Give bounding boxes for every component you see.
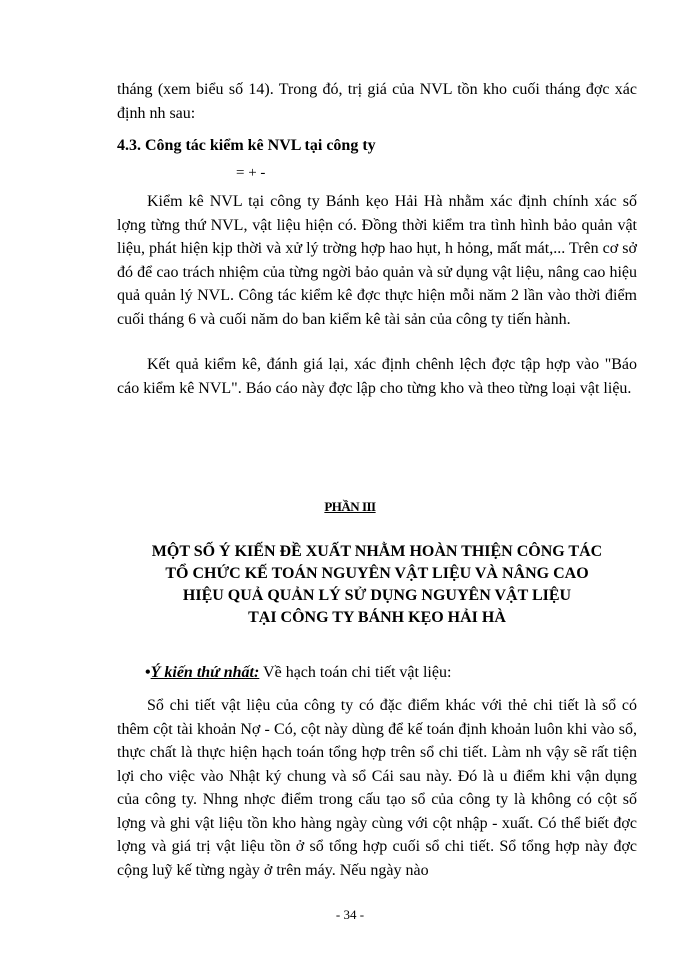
page-number: - 34 -	[335, 907, 365, 922]
paragraph-detail-ledger: Sổ chi tiết vật liệu của công ty có đặc điểm khác với thẻ chi tiết là sổ có thêm cột tài khoản Nợ - Có, cột này dùng để kế toán định khoản luôn khi vào sổ, thực chất là thực hiện hạch toán tổng hợp trên sổ chi tiết. Làm nh vậy sẽ rất tiện lợi cho việc vào Nhật ký chung và sổ Cái sau này. Đó là u điểm khi vận dụng của công ty. Nhng nhợc điểm trong cấu tạo sổ của công ty là không có cột số lợng và ghi vật liệu tồn kho hàng ngày cùng với cột nhập - xuất. Có thể biết đợc lợng và giá trị vật liệu tồn ở sổ tổng hợp cuối sổ chi tiết. Sổ tổng hợp này đợc cộng luỹ kế từng ngày ở trên máy. Nếu ngày nào	[117, 697, 637, 879]
idea-label: Ý kiến thứ nhất:	[150, 664, 260, 681]
part-title: PHẦN III	[324, 499, 376, 514]
section-title	[117, 541, 637, 629]
section-title-line-4: TẠI CÔNG TY BÁNH KẸO HẢI HÀ	[248, 609, 506, 626]
section-title-line-1: MỘT SỐ Ý KIẾN ĐỀ XUẤT NHẰM HOÀN THIỆN CÔNG TÁC	[151, 543, 603, 560]
bullet-icon: •	[145, 664, 151, 681]
formula-line: = + -	[236, 165, 266, 181]
paragraph-intro: tháng (xem biểu số 14). Trong đó, trị giá của NVL tồn kho cuối tháng đợc xác định nh sau:	[117, 81, 637, 122]
idea-heading	[145, 661, 637, 685]
section-title-line-2: TỔ CHỨC KẾ TOÁN NGUYÊN VẬT LIỆU VÀ NÂNG CAO	[165, 565, 589, 582]
section-title-line-3: HIỆU QUẢ QUẢN LÝ SỬ DỤNG NGUYÊN VẬT LIỆU	[182, 587, 572, 604]
idea-text: Về hạch toán chi tiết vật liệu:	[259, 664, 452, 681]
paragraph-inventory-result: Kết quả kiểm kê, đánh giá lại, xác định chênh lệch đợc tập hợp vào "Báo cáo kiểm kê NVL". Báo cáo này đợc lập cho từng kho và theo từng loại vật liệu.	[117, 356, 637, 397]
paragraph-inventory-check: Kiểm kê NVL tại công ty Bánh kẹo Hải Hà nhằm xác định chính xác số lợng từng thứ NVL, vật liệu hiện có. Đồng thời kiểm tra tình hình bảo quản vật liệu, phát hiện kịp thời và xử lý trờng hợp hao hụt, h hỏng, mất mát,... Trên cơ sở đó để cao trách nhiệm của từng ngời bảo quản và sử dụng vật liệu, nâng cao hiệu quả quản lý NVL. Công tác kiểm kê đợc thực hiện mỗi năm 2 lần vào thời điểm cuối tháng 6 và cuối năm do ban kiểm kê tài sản của công ty tiến hành.	[117, 193, 637, 328]
section-heading-4-3: 4.3. Công tác kiểm kê NVL tại công ty	[117, 137, 376, 154]
